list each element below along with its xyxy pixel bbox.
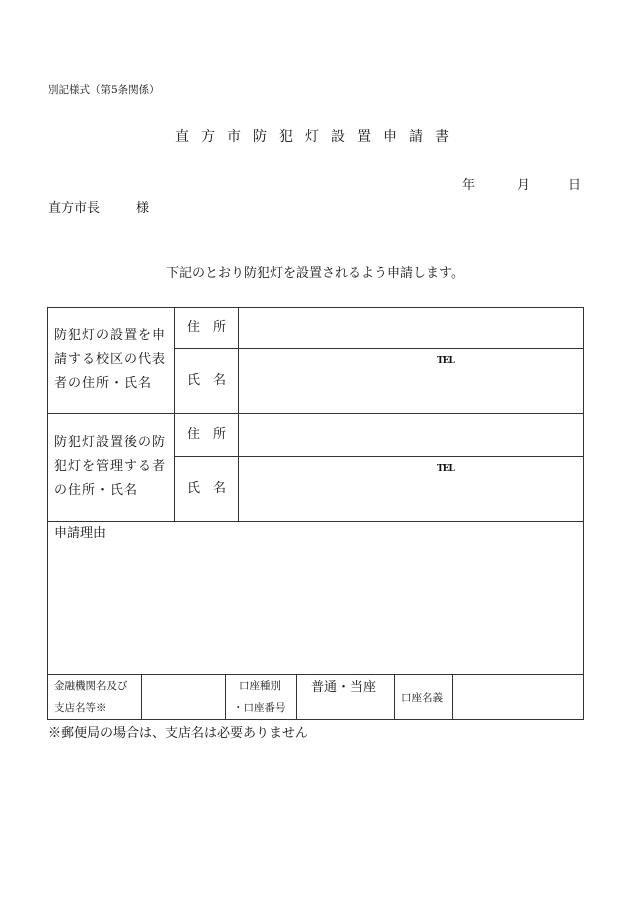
- label-line: 金融機関名及び: [54, 680, 128, 692]
- date-day-label: 日: [568, 178, 582, 193]
- applicant-representative-label: [54, 324, 166, 396]
- date-year-label: 年: [462, 178, 476, 193]
- section1-address-label: 住 所: [187, 320, 227, 335]
- column-divider: [225, 674, 226, 719]
- column-divider: [394, 674, 395, 719]
- label-line: 防犯灯設置後の防: [54, 435, 167, 450]
- section1-tel-label: TEL: [437, 356, 454, 366]
- footnote: ※郵便局の場合は、支店名は必要ありません: [48, 726, 309, 741]
- account-type-label: [233, 675, 286, 719]
- account-holder-label: 口座名義: [401, 692, 443, 704]
- table-border-bottom: [47, 719, 584, 720]
- application-reason-label: 申請理由: [54, 526, 107, 541]
- section2-name-field[interactable]: [239, 457, 583, 521]
- label-line: 者の住所・氏名: [54, 376, 153, 391]
- column-divider: [174, 307, 175, 521]
- form-number-label: 別記様式（第5条関係）: [48, 84, 160, 96]
- label-line: 支店名等※: [54, 702, 107, 714]
- label-line: 犯灯を管理する者: [54, 459, 167, 474]
- section1-name-label: 氏 名: [187, 373, 227, 388]
- section2-address-field[interactable]: [239, 414, 583, 456]
- section2-name-label: 氏 名: [187, 481, 227, 496]
- document-title: 直方市防犯灯設置申請書: [175, 129, 461, 145]
- column-divider: [296, 674, 297, 719]
- label-line: 防犯灯の設置を申: [54, 328, 167, 343]
- label-line: 請する校区の代表: [54, 352, 167, 367]
- recipient: [48, 197, 149, 216]
- manager-label: [54, 431, 166, 503]
- bank-name-field[interactable]: [142, 675, 225, 719]
- intro-sentence: 下記のとおり防犯灯を設置されるよう申請します。: [166, 266, 464, 281]
- label-line: 口座種別: [239, 680, 281, 692]
- account-type-option[interactable]: 普通・当座: [311, 680, 377, 695]
- section1-name-field[interactable]: [239, 349, 583, 413]
- section1-address-field[interactable]: [239, 308, 583, 348]
- account-holder-field[interactable]: [453, 675, 583, 719]
- recipient-name: 直方市長: [48, 201, 101, 216]
- honorific: 様: [136, 201, 150, 216]
- application-reason-field[interactable]: [48, 546, 583, 674]
- label-line: ・口座番号: [233, 702, 286, 714]
- row-divider: [47, 521, 584, 522]
- date-month-label: 月: [517, 178, 531, 193]
- table-border-right: [583, 307, 584, 720]
- bank-name-label: [54, 675, 128, 719]
- section2-address-label: 住 所: [187, 427, 227, 442]
- label-line: の住所・氏名: [54, 483, 139, 498]
- section2-tel-label: TEL: [437, 464, 454, 474]
